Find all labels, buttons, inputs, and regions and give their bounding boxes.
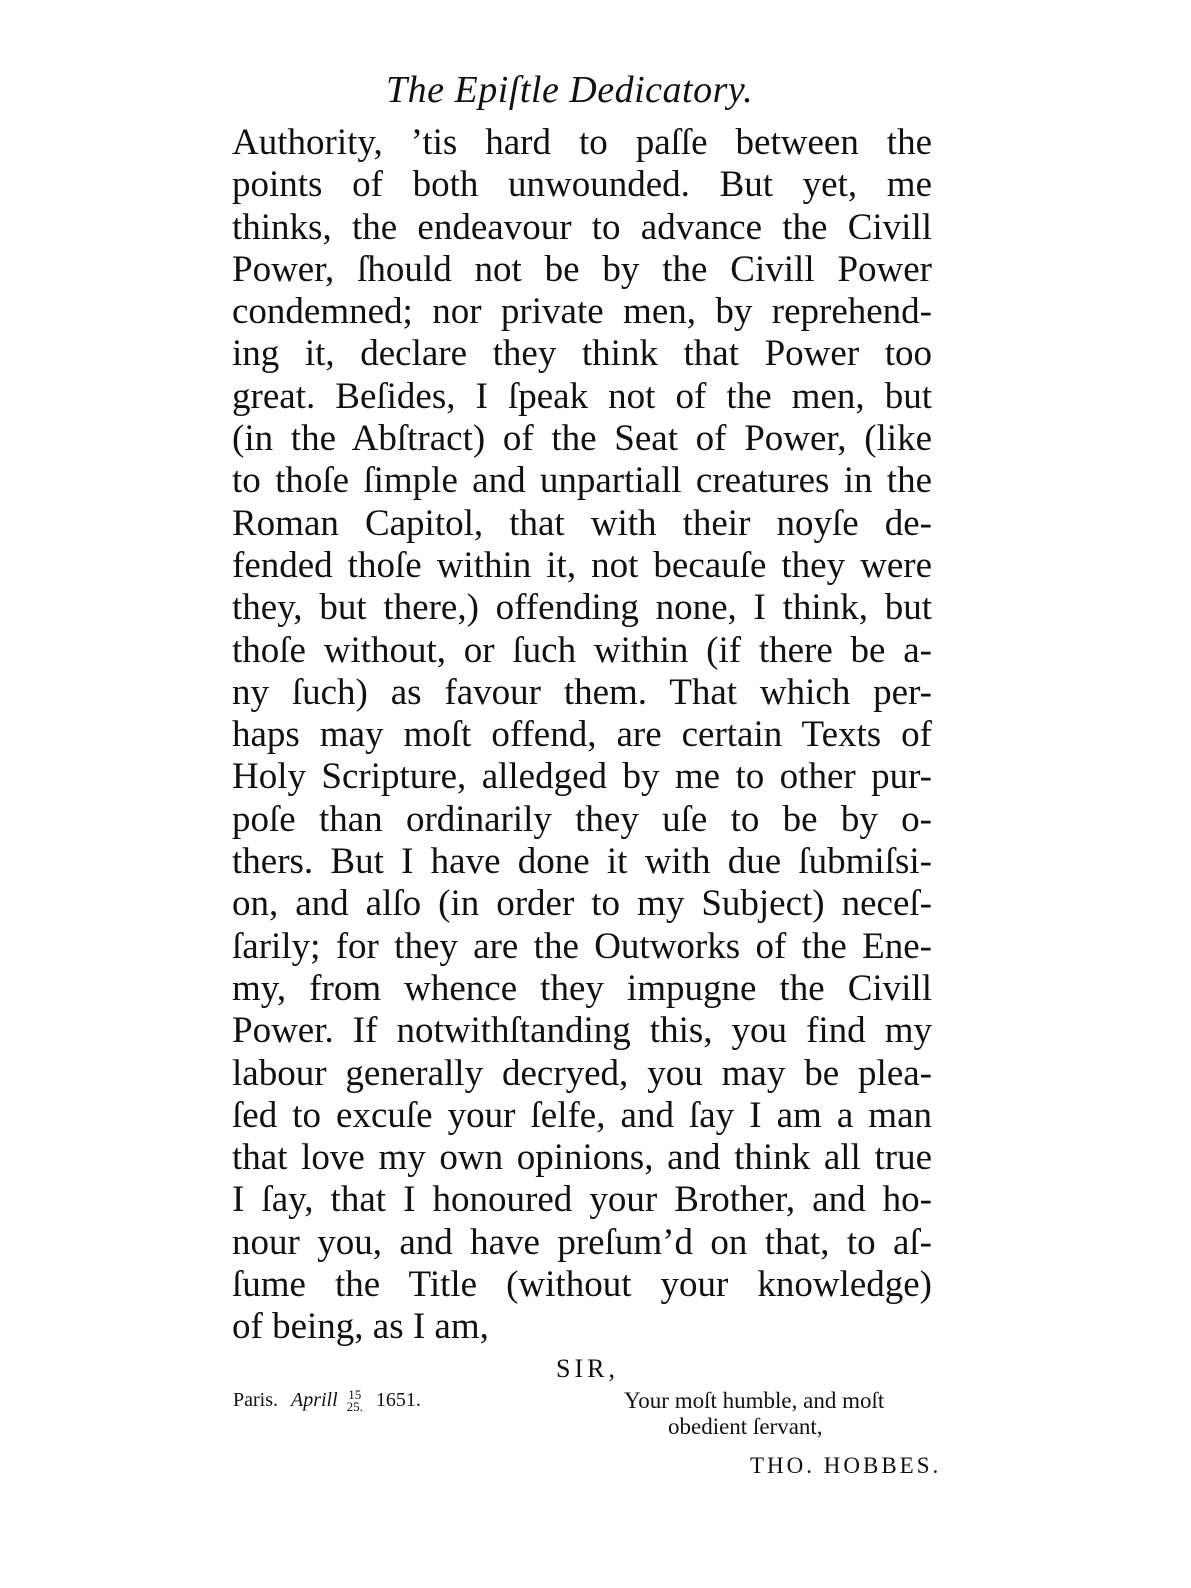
text-line-final: of being, as I am, xyxy=(232,1306,489,1348)
place-date xyxy=(233,1389,421,1413)
text-line: Holy Scripture, alledged by me to other pur- xyxy=(232,756,932,798)
date-day-new-style: 25. xyxy=(346,1399,363,1415)
text-line: ny ſuch) as favour them. That which per- xyxy=(232,671,932,713)
text-line: my, from whence they impugne the Civill xyxy=(232,967,932,1009)
text-line: they, but there,) offending none, I think, but xyxy=(232,587,932,629)
date-day-fraction xyxy=(347,1389,363,1413)
text-line: thoſe without, or ſuch within (if there be a- xyxy=(232,629,932,671)
text-line: on, and alſo (in order to my Subject) neceſ- xyxy=(232,883,932,925)
signature: THO. HOBBES. xyxy=(750,1453,942,1478)
text-line: Authority, ’tis hard to paſſe between the xyxy=(232,122,932,163)
text-line: Power. If notwithſtanding this, you find my xyxy=(232,1010,932,1052)
date-year: 1651. xyxy=(375,1389,421,1411)
text-line: to thoſe ſimple and unpartiall creatures in the xyxy=(232,460,932,502)
text-line: (in the Abſtract) of the Seat of Power, (like xyxy=(232,418,932,460)
text-line: Power, ſhould not be by the Civill Power xyxy=(232,248,932,290)
text-line: nour you, and have preſum’d on that, to aſ- xyxy=(232,1221,932,1263)
date-month: Aprill xyxy=(291,1389,338,1411)
dedication-body xyxy=(232,122,932,1349)
salutation: SIR, xyxy=(556,1354,619,1383)
text-line: fended thoſe within it, not becauſe they were xyxy=(232,544,932,586)
text-line: Roman Capitol, that with their noyſe de- xyxy=(232,502,932,544)
text-line: I ſay, that I honoured your Brother, and ho- xyxy=(232,1179,932,1221)
closing-line-1: Your moſt humble, and moſt xyxy=(624,1388,885,1413)
text-line: great. Beſides, I ſpeak not of the men, but xyxy=(232,375,932,417)
text-line: condemned; nor private men, by reprehend- xyxy=(232,291,932,333)
running-head: The Epiſtle Dedicatory. xyxy=(386,69,754,111)
text-line: points of both unwounded. But yet, me xyxy=(232,164,932,206)
text-line: ing it, declare they think that Power too xyxy=(232,333,932,375)
text-line: haps may moſt offend, are certain Texts of xyxy=(232,714,932,756)
text-line: thers. But I have done it with due ſubmiſsi- xyxy=(232,841,932,883)
text-line: ſed to excuſe your ſelfe, and ſay I am a man xyxy=(232,1094,932,1136)
text-line: poſe than ordinarily they uſe to be by o- xyxy=(232,798,932,840)
closing-line-2: obedient ſervant, xyxy=(668,1414,823,1439)
text-line: ſarily; for they are the Outworks of the Ene- xyxy=(232,925,932,967)
text-line: labour generally decryed, you may be plea- xyxy=(232,1052,932,1094)
text-line: that love my own opinions, and think all true xyxy=(232,1137,932,1179)
text-line: thinks, the endeavour to advance the Civill xyxy=(232,206,932,248)
date-day-old-style: 15 xyxy=(348,1387,362,1403)
place: Paris. xyxy=(233,1389,278,1411)
text-line: ſume the Title (without your knowledge) xyxy=(232,1264,932,1306)
